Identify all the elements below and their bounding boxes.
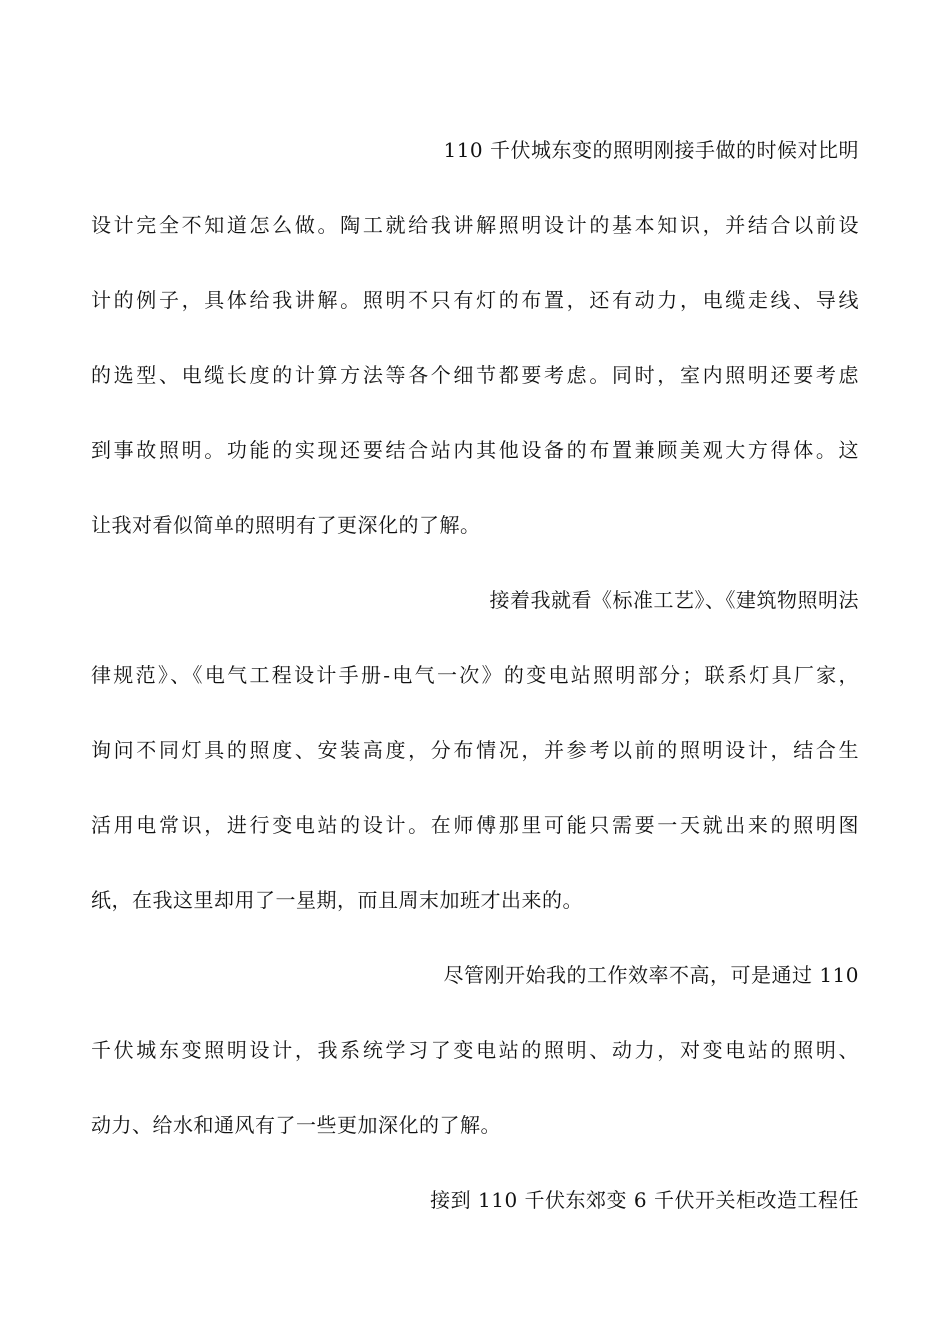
paragraph-2-line-2: 律规范》、《电气工程设计手册-电气一次》的变电站照明部分；联系灯具厂家， <box>91 663 859 687</box>
paragraph-2-line-5: 纸，在我这里却用了一星期，而且周末加班才出来的。 <box>91 888 583 912</box>
paragraph-3-line-1: 尽管刚开始我的工作效率不高，可是通过 110 <box>443 963 859 987</box>
paragraph-3-line-3: 动力、给水和通风有了一些更加深化的了解。 <box>91 1113 501 1137</box>
paragraph-2-line-3: 询问不同灯具的照度、安装高度，分布情况，并参考以前的照明设计，结合生 <box>91 738 859 762</box>
paragraph-1-line-2: 设计完全不知道怎么做。陶工就给我讲解照明设计的基本知识，并结合以前设 <box>91 213 859 237</box>
paragraph-2-line-4: 活用电常识，进行变电站的设计。在师傅那里可能只需要一天就出来的照明图 <box>91 813 859 837</box>
paragraph-1-line-1: 110 千伏城东变的照明刚接手做的时候对比明 <box>443 138 859 162</box>
paragraph-1-line-3: 计的例子，具体给我讲解。照明不只有灯的布置，还有动力，电缆走线、导线 <box>91 288 859 312</box>
paragraph-3-line-2: 千伏城东变照明设计，我系统学习了变电站的照明、动力，对变电站的照明、 <box>91 1038 859 1062</box>
paragraph-2-line-1: 接着我就看《标准工艺》、《建筑物照明法 <box>489 588 859 612</box>
paragraph-1-line-5: 到事故照明。功能的实现还要结合站内其他设备的布置兼顾美观大方得体。这 <box>91 438 859 462</box>
paragraph-4-line-1: 接到 110 千伏东郊变 6 千伏开关柜改造工程任 <box>430 1188 859 1212</box>
paragraph-1-line-6: 让我对看似简单的照明有了更深化的了解。 <box>91 513 481 537</box>
paragraph-1-line-4: 的选型、电缆长度的计算方法等各个细节都要考虑。同时，室内照明还要考虑 <box>91 363 859 387</box>
